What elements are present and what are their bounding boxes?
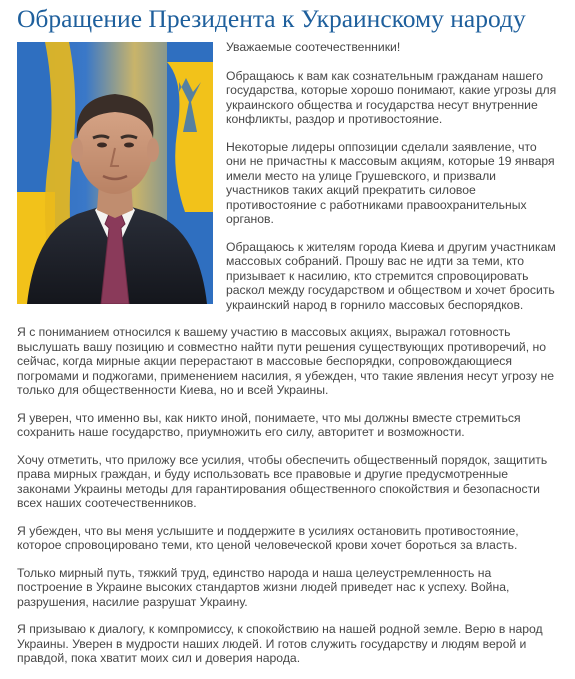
greeting-paragraph: Уважаемые соотечественники!: [226, 40, 401, 54]
article-paragraph: Я убежден, что вы меня услышите и поддержите в усилиях остановить противостояние, которое спровоцировано теми, кто ценой человеческой крови хочет бороться за власть.: [17, 523, 519, 552]
article-paragraph: Я с пониманием относился к вашему участию в массовых акциях, выражал готовность выслушать вашу позицию и совместно найти пути решения существующих противоречий, но сейчас, когда мирные акции перерастают в массовые беспорядки, сопровождающиеся погромами и поджогами, применением насилия, я убежден, что такие явления несут угрозу не только для общественности Киева, но и всей Украины.: [17, 325, 555, 397]
page-title: Обращение Президента к Украинскому народу: [17, 4, 526, 33]
article-paragraph: Обращаюсь к вам как сознательным гражданам нашего государства, которые хорошо понимают, какие угрозы для украинского общества и государства несут внутренние конфликты, раздор и противостояние.: [226, 68, 557, 126]
article-paragraph: Хочу отметить, что приложу все усилия, чтобы обеспечить общественный порядок, защитить права мирных граждан, и буду использовать все правовые и другие предусмотренные законами Украины методы для гарантирования общественного спокойствия и безопасности всех наших соотечественников.: [17, 452, 548, 510]
article-body: [17, 40, 557, 679]
article-paragraph: Я призываю к диалогу, к компромиссу, к спокойствию на нашей родной земле. Верю в народ Украины. Уверен в мудрости наших людей. И готов служить государству и людям верой и правдой, пока хватит моих сил и доверия народа.: [17, 622, 543, 665]
article-paragraph: Только мирный путь, тяжкий труд, единство народа и наша целеустремленность на построение в Украине высоких стандартов жизни людей приведет нас к успеху. Война, разрушения, насилие разрушат Украину.: [17, 565, 510, 609]
article-paragraph: Обращаюсь к жителям города Киева и другим участникам массовых собраний. Прошу вас не идти за теми, кто призывает к насилию, кто стремится спровоцировать раскол между государством и обществом и хочет бросить украинский народ в горнило массовых беспорядков.: [226, 239, 556, 312]
article-paragraph: Я уверен, что именно вы, как никто иной, понимаете, что мы должны вместе стремиться сохранить наше государство, приумножить его силу, авторитет и возможности.: [17, 410, 521, 439]
article-paragraph: Некоторые лидеры оппозиции сделали заявление, что они не причастны к массовым акциям, которые 19 января имели место на улице Грушевского, и призвали участников таких акций прекратить силовое противостояние с работниками правоохранительных органов.: [226, 139, 555, 226]
portrait-photo: [17, 42, 213, 304]
